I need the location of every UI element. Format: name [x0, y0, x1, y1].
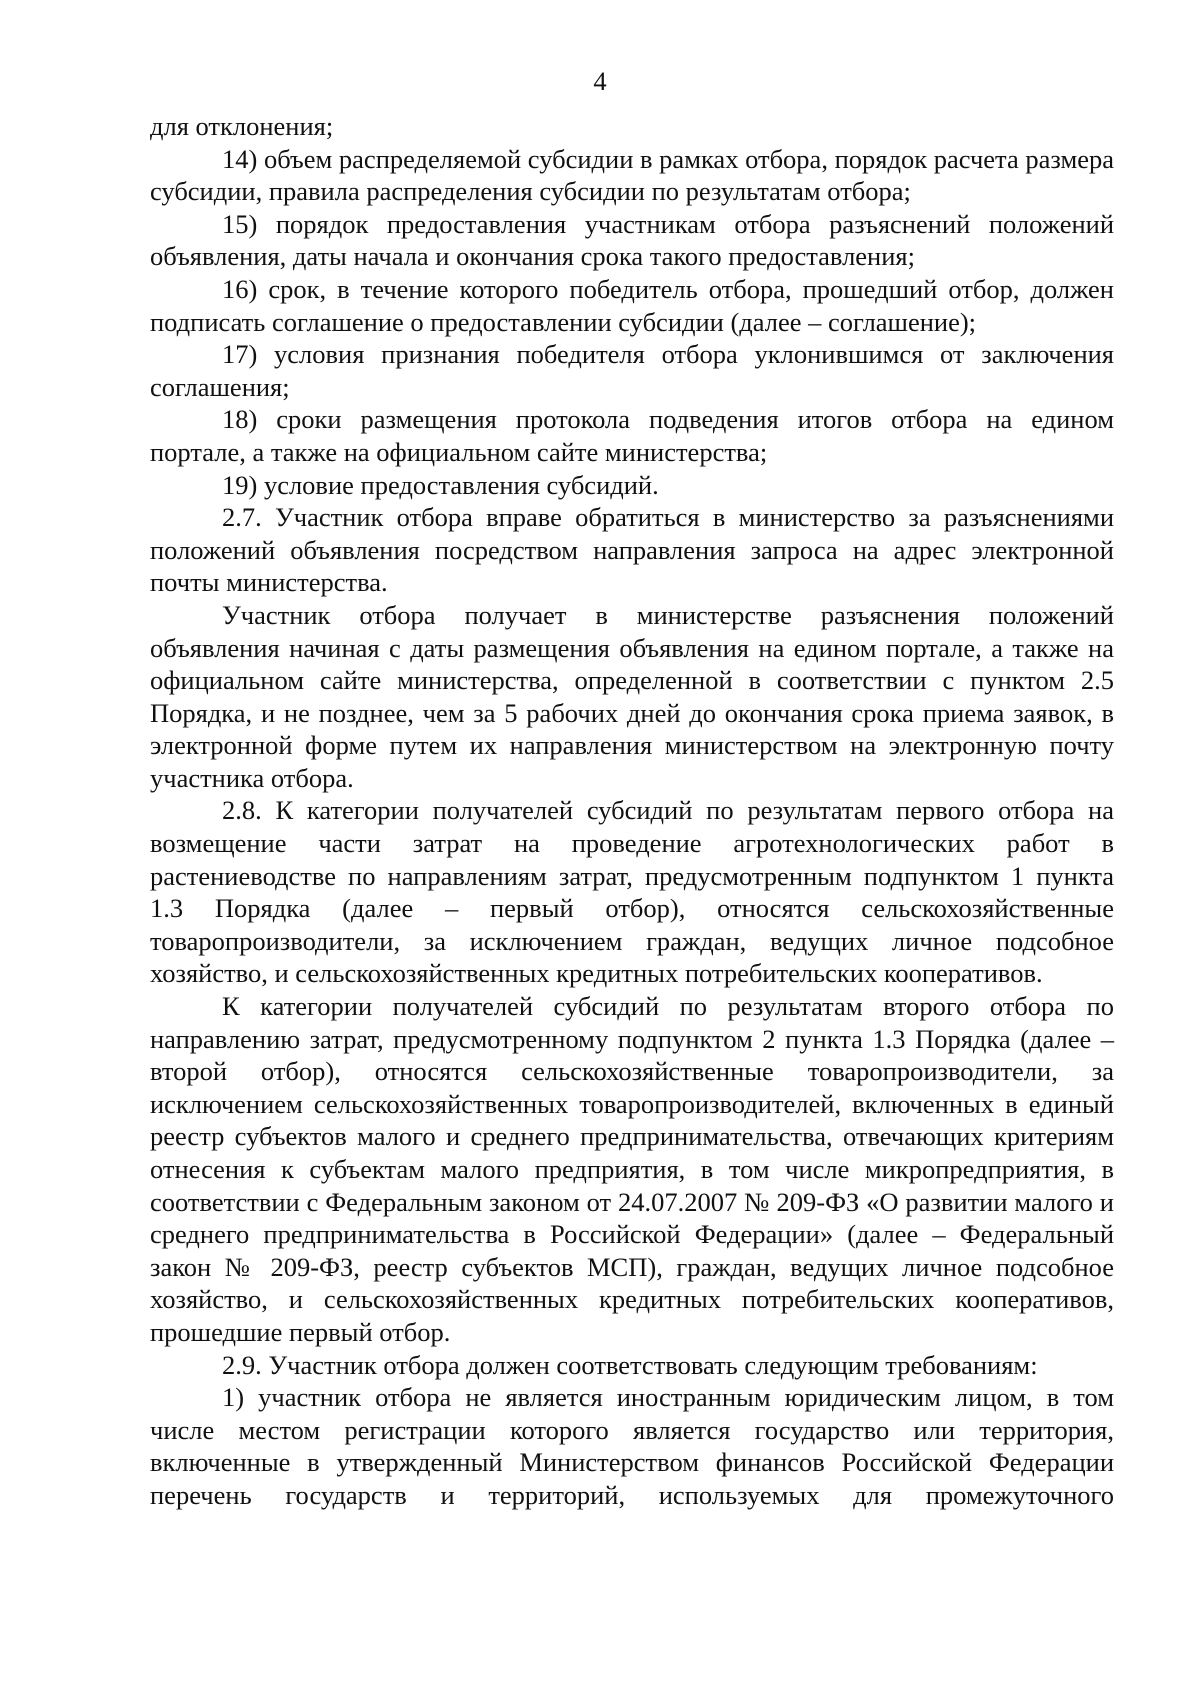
- list-item-16: 16) срок, в течение которого победитель отбора, прошедший отбор, должен подписать соглашение о предоставлении субсидии (далее – соглашение);: [150, 273, 1114, 337]
- clause-2-8-second-selection: К категории получателей субсидий по результатам второго отбора по направлению затрат, предусмотренному подпунктом 2 пункта 1.3 Порядка (далее – второй отбор), относятся сельскохозяйственные товаропроизводители, за исключением сельскохозяйственных товаропроизводителей, включенных в единый реестр субъектов малого и среднего предпринимательства, отвечающих критериям отнесения к субъектам малого предприятия, в том числе микропредприятия, в соответствии с Федеральным законом от 24.07.2007 № 209-ФЗ «О развитии малого и среднего предпринимательства в Российской Федерации» (далее – Федеральный закон № 209-ФЗ, реестр субъектов МСП), граждан, ведущих личное подсобное хозяйство, и сельскохозяйственных кредитных потребительских кооперативов, прошедшие первый отбор.: [150, 991, 1114, 1347]
- list-item-15: 15) порядок предоставления участникам отбора разъяснений положений объявления, даты начала и окончания срока такого предоставления;: [150, 208, 1114, 272]
- document-body: [150, 110, 1114, 1512]
- list-item-19: 19) условие предоставления субсидий.: [222, 469, 659, 500]
- clause-2-8: 2.8. К категории получателей субсидий по результатам первого отбора на возмещение части затрат на проведение агротехнологических работ в растениеводстве по направлениям затрат, предусмотренным подпунктом 1 пункта 1.3 Порядка (далее – первый отбор), относятся сельскохозяйственные товаропроизводители, за исключением граждан, ведущих личное подсобное хозяйство, и сельскохозяйственных кредитных потребительских кооперативов.: [150, 795, 1114, 989]
- clause-2-7: 2.7. Участник отбора вправе обратиться в министерство за разъяснениями положений объявления посредством направления запроса на адрес электронной почты министерства.: [150, 502, 1114, 598]
- clause-2-7-explanation: Участник отбора получает в министерстве разъяснения положений объявления начиная с даты размещения объявления на едином портале, а также на официальном сайте министерства, определенной в соответствии с пунктом 2.5 Порядка, и не позднее, чем за 5 рабочих дней до окончания срока приема заявок, в электронной форме путем их направления министерством на электронную почту участника отбора.: [150, 599, 1114, 793]
- list-item-14: 14) объем распределяемой субсидии в рамках отбора, порядок расчета размера субсидии, правила распределения субсидии по результатам отбора;: [150, 143, 1114, 207]
- clause-2-9: 2.9. Участник отбора должен соответствовать следующим требованиям:: [222, 1349, 1038, 1380]
- list-item-18: 18) сроки размещения протокола подведения итогов отбора на едином портале, а также на официальном сайте министерства;: [150, 404, 1114, 467]
- paragraph-continuation: для отклонения;: [150, 111, 334, 141]
- page-number: 4: [593, 66, 607, 96]
- requirement-1: 1) участник отбора не является иностранным юридическим лицом, в том числе местом регистрации которого является государство или территория, включенные в утвержденный Министерством финансов Российской Федерации перечень государств и территорий, используемых для промежуточного: [150, 1382, 1114, 1510]
- list-item-17: 17) условия признания победителя отбора уклонившимся от заключения соглашения;: [150, 339, 1114, 402]
